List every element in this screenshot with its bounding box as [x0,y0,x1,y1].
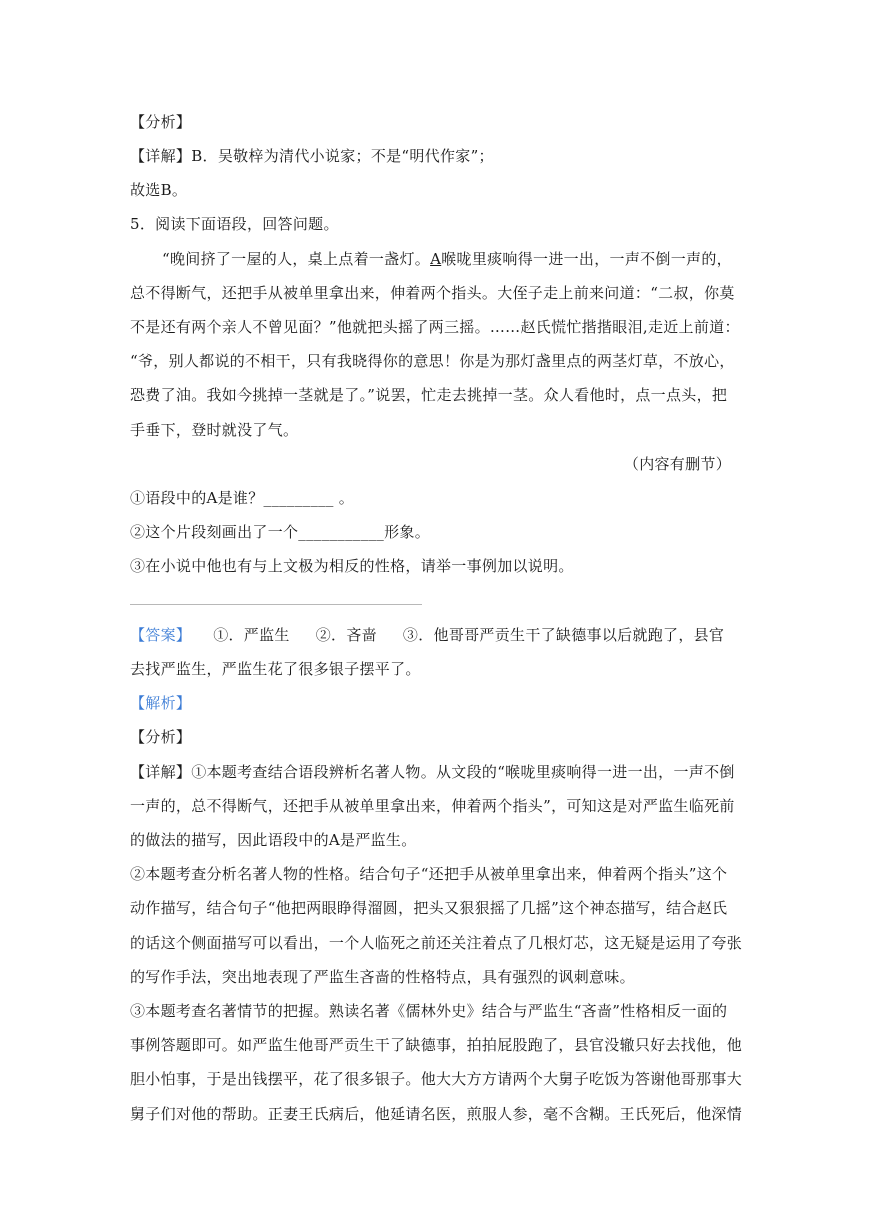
analysis-p2-line-4: 的写作手法，突出地表现了严监生吝啬的性格特点，具有强烈的讽刺意味。 [130,968,635,986]
sub-question-1: ①语段中的A是谁？_________ 。 [130,489,355,507]
passage-line-6: 手垂下，登时就没了气。 [130,421,299,439]
answer-1: ①．严监生 [213,626,290,644]
analysis-p1-line-2: 一声的，总不得断气，还把手从被单里拿出来，伸着两个指头”，可知这是对严监生临死前 [130,797,735,815]
passage-line-3: 不是还有两个亲人不曾见面？”他就把头摇了两三摇。……赵氏慌忙揩揩眼泪,走近上前道： [130,318,740,336]
answer-line [130,625,740,645]
analysis-label: 【解析】 [130,694,192,712]
passage-line-4: “爷，别人都说的不相干，只有我晓得你的意思！你是为那灯盏里点的两茎灯草，不放心， [130,352,735,370]
analysis-p1-line-1: 【详解】①本题考查结合语段辨析名著人物。从文段的“喉咙里痰响得一进一出，一声不倒 [130,763,735,781]
analysis-p3-line-1: ③本题考查名著情节的把握。熟读名著《儒林外史》结合与严监生“吝啬”性格相反一面的 [130,1002,728,1020]
analysis-p1-line-3: 的做法的描写，因此语段中的A是严监生。 [130,831,417,849]
passage-line-5: 恐费了油。我如今挑掉一茎就是了。”说罢，忙走去挑掉一茎。众人看他时，点一点头，把 [130,386,728,404]
divider [130,604,422,605]
prev-analysis-label: 【分析】 [130,113,192,131]
question-5-stem: 5．阅读下面语段，回答问题。 [130,215,339,233]
analysis-p3-line-4: 舅子们对他的帮助。正妻王氏病后，他延请名医，煎服人参，毫不含糊。王氏死后，他深情 [130,1105,743,1123]
prev-conclusion: 故选B。 [130,181,188,199]
answer-2: ②．吝啬 [315,626,377,644]
passage-line-2: 总不得断气，还把手从被单里拿出来，伸着两个指头。大侄子走上前来问道：“二叔，你莫 [130,284,735,302]
answer-label: 【答案】 [130,626,192,644]
analysis-p3-line-3: 胆小怕事，于是出钱摆平，花了很多银子。他大大方方请两个大舅子吃饭为答谢他哥那事大 [130,1070,743,1088]
passage-line-1 [162,249,772,269]
passage-note: （内容有删节） [623,455,731,473]
passage-marker-a: A [430,250,442,268]
analysis-fenxi: 【分析】 [130,728,192,746]
passage-text: 喉咙里痰响得一进一出，一声不倒一声的， [441,250,732,268]
passage-text: “晚间挤了一屋的人，桌上点着一盏灯。 [162,250,431,268]
prev-detail-text: 【详解】B．吴敬梓为清代小说家；不是“明代作家”； [130,147,494,165]
analysis-p2-line-3: 的话这个侧面描写可以看出，一个人临死之前还关注着点了几根灯芯，这无疑是运用了夸张 [130,934,743,952]
analysis-p3-line-2: 事例答题即可。如严监生他哥严贡生干了缺德事，拍拍屁股跑了，县官没辙只好去找他，他 [130,1036,743,1054]
sub-question-2: ②这个片段刻画出了一个___________形象。 [130,523,431,541]
answer-3: ③．他哥哥严贡生干了缺德事以后就跑了，县官 [402,626,725,644]
analysis-p2-line-2: 动作描写，结合句子“他把两眼睁得溜圆，把头又狠狠摇了几摇”这个神态描写，结合赵氏 [130,899,728,917]
sub-question-3: ③在小说中他也有与上文极为相反的性格，请举一事例加以说明。 [130,557,574,575]
answer-continuation: 去找严监生，严监生花了很多银子摆平了。 [130,660,421,678]
analysis-p2-line-1: ②本题考查分析名著人物的性格。结合句子“还把手从被单里拿出来，伸着两个指头”这个 [130,865,728,883]
